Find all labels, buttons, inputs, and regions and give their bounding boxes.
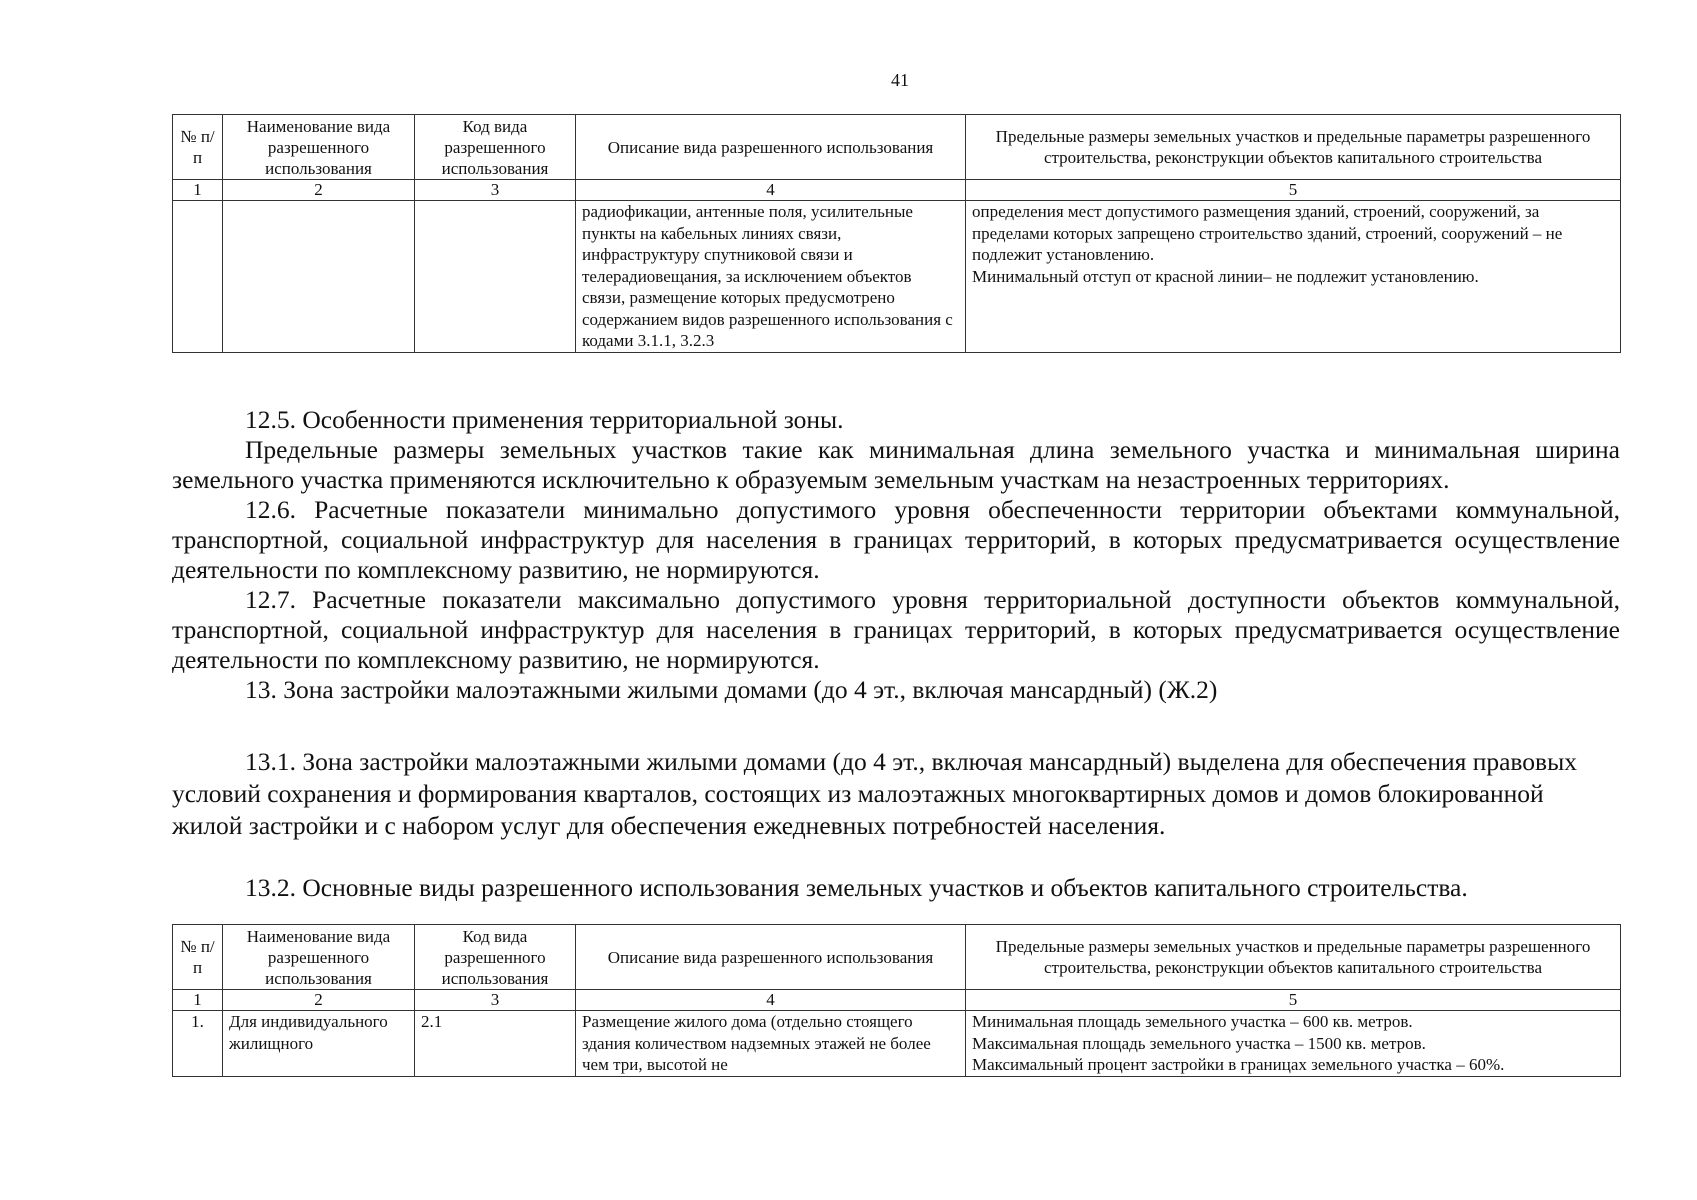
header-use-code: Код вида разрешенного использования — [415, 925, 576, 990]
header-use-name: Наименование вида разрешенного использования — [223, 925, 415, 990]
paragraph-12-5-body: Предельные размеры земельных участков такие как минимальная длина земельного участка и минимальная ширина земельного участка применяются исключительно к образуемым земельным участкам на незастроенных территориях. — [172, 435, 1620, 494]
body-text-section-12 — [172, 405, 1620, 705]
column-number-row — [173, 990, 1621, 1011]
use-code-cell — [415, 201, 576, 353]
header-use-name: Наименование вида разрешенного использования — [223, 115, 415, 180]
use-name-cell — [223, 201, 415, 353]
paragraph-13-1: 13.1. Зона застройки малоэтажными жилыми домами (до 4 эт., включая мансардный) выделена для обеспечения правовых условий сохранения и формирования кварталов, состоящих из малоэтажных многоквартирных домов и домов блокированной жилой застройки и с набором услуг для обеспечения ежедневных потребностей населения. — [172, 747, 1577, 840]
paragraph-12-6: 12.6. Расчетные показатели минимально допустимого уровня обеспеченности территории объектами коммунальной, транспортной, социальной инфраструктур для населения в границах территорий, в которых предусматривается осуществление деятельности по комплексному развитию, не нормируются. — [172, 495, 1620, 584]
paragraph-13-2: 13.2. Основные виды разрешенного использования земельных участков и объектов капитального строительства. — [245, 873, 1468, 902]
permitted-use-table-continued — [172, 114, 1621, 353]
column-number: 3 — [415, 990, 576, 1011]
column-number: 1 — [173, 180, 223, 201]
limit-parameters-cell — [966, 1011, 1621, 1077]
use-code-cell: 2.1 — [415, 1011, 576, 1077]
column-number-row — [173, 180, 1621, 201]
column-number: 4 — [576, 990, 966, 1011]
limit-parameters-cell — [966, 201, 1621, 353]
table-row — [173, 1011, 1621, 1077]
header-limit-parameters: Предельные размеры земельных участков и предельные параметры разрешенного строительства, реконструкции объектов капитального строительства — [966, 925, 1621, 990]
column-number: 1 — [173, 990, 223, 1011]
header-row-number: № п/п — [173, 925, 223, 990]
use-description-cell: радиофикации, антенные поля, усилительные пункты на кабельных линиях связи, инфраструктуру спутниковой связи и телерадиовещания, за исключением объектов связи, размещение которых предусмотрено содержанием видов разрешенного использования с кодами 3.1.1, 3.2.3 — [576, 201, 966, 353]
row-number-cell — [173, 201, 223, 353]
use-name-cell: Для индивидуального жилищного — [223, 1011, 415, 1077]
body-text-section-13-2 — [172, 873, 1620, 903]
paragraph-13-heading: 13. Зона застройки малоэтажными жилыми домами (до 4 эт., включая мансардный) (Ж.2) — [245, 675, 1218, 704]
paragraph-12-5-heading: 12.5. Особенности применения территориальной зоны. — [245, 405, 844, 434]
body-text-section-13-1 — [172, 746, 1620, 842]
column-number: 4 — [576, 180, 966, 201]
parameter-line: Максимальная площадь земельного участка – 1500 кв. метров. — [972, 1033, 1426, 1053]
header-limit-parameters: Предельные размеры земельных участков и предельные параметры разрешенного строительства, реконструкции объектов капитального строительства — [966, 115, 1621, 180]
column-number: 5 — [966, 180, 1621, 201]
table-header-row — [173, 115, 1621, 180]
header-use-code: Код вида разрешенного использования — [415, 115, 576, 180]
parameter-line: Максимальный процент застройки в границах земельного участка – 60%. — [972, 1055, 1505, 1074]
page-number: 41 — [891, 70, 909, 90]
column-number: 3 — [415, 180, 576, 201]
permitted-use-table-zh2 — [172, 924, 1621, 1077]
paragraph-12-7: 12.7. Расчетные показатели максимально допустимого уровня территориальной доступности объектов коммунальной, транспортной, социальной инфраструктур для населения в границах территорий, в которых предусматривается осуществление деятельности по комплексному развитию, не нормируются. — [172, 585, 1620, 674]
use-description-cell: Размещение жилого дома (отдельно стоящего здания количеством надземных этажей не более чем три, высотой не — [576, 1011, 966, 1077]
parameter-line: Минимальная площадь земельного участка – 600 кв. метров. — [972, 1012, 1413, 1031]
column-number: 5 — [966, 990, 1621, 1011]
parameter-line: Минимальный отступ от красной линии– не подлежит установлению. — [972, 266, 1479, 286]
parameter-line: определения мест допустимого размещения зданий, строений, сооружений, за пределами которых запрещено строительство зданий, строений, сооружений – не подлежит установлению. — [972, 202, 1563, 264]
column-number: 2 — [223, 990, 415, 1011]
row-number-cell: 1. — [173, 1011, 223, 1077]
table-header-row — [173, 925, 1621, 990]
header-use-description: Описание вида разрешенного использования — [576, 115, 966, 180]
header-use-description: Описание вида разрешенного использования — [576, 925, 966, 990]
table-row — [173, 201, 1621, 353]
column-number: 2 — [223, 180, 415, 201]
header-row-number: № п/п — [173, 115, 223, 180]
